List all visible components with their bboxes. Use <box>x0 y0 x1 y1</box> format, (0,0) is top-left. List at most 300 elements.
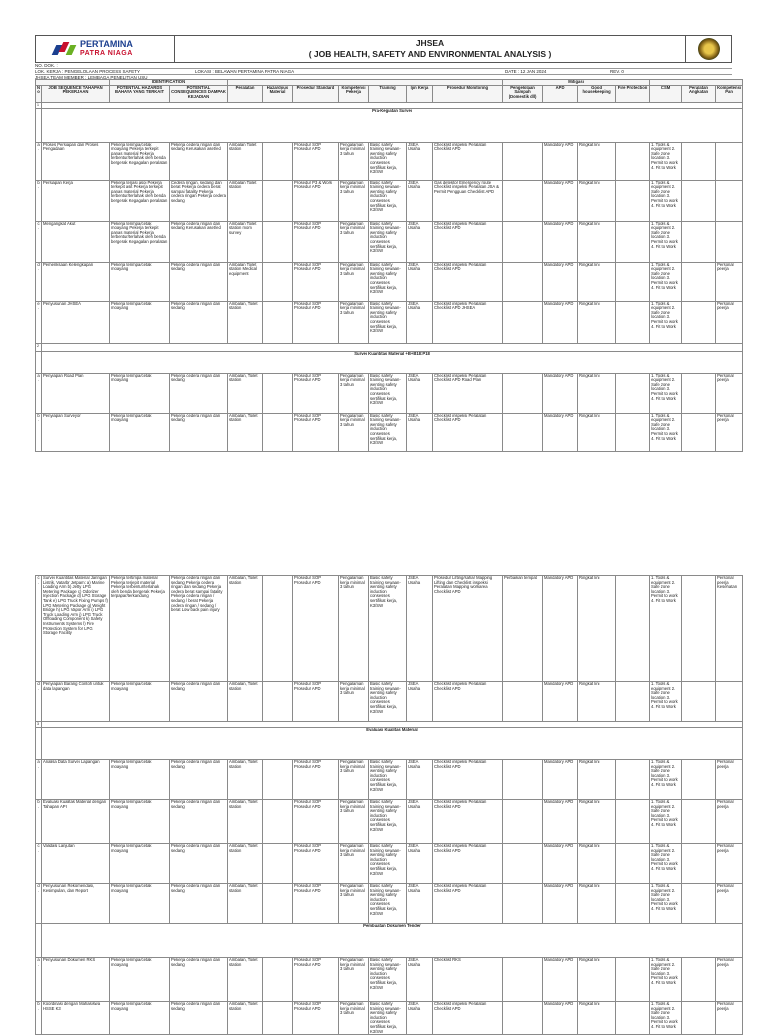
cell-hazard: Pekerja terimpa/cetak moayang <box>110 844 170 884</box>
cell-csm: 1. Tools & equipment 2. Safe zone location 3. Permit to work 4. Fit to Work <box>650 262 682 301</box>
cell-cons: Pekerja cedera ringan dan sedang Pekerja cedera ringan dan sedang Pekerja cedera berat sampai fatality Pekerja cedera ringan / sedang / berat Pekerja cedera ringan / sedang / berat Low back pain injury <box>170 576 228 682</box>
cell-train: Basic safety training sewaan-wenting safety induction consesses sertifikat kerja, K3/SW <box>369 760 407 800</box>
table-row <box>36 142 743 180</box>
cell-haz-mat <box>263 1002 293 1035</box>
cell-csm: 1. Tools & equipment 2. Safe zone location 3. Permit to work 4. Fit to Work <box>650 413 682 451</box>
cell-hazard: Pekerja terimpa/cetak moayang <box>110 682 170 722</box>
cell-job: Penyusunan Rekomendasi, Kesimpulan, dan Report <box>42 884 110 924</box>
cell-csm: 1. Tools & equipment 2. Safe zone location 3. Permit to work 4. Fit to Work <box>650 373 682 413</box>
section-row <box>36 728 743 760</box>
cell-apd: Mandatory APD <box>543 180 578 221</box>
cell-ijin: JSEA Usaha <box>407 262 433 301</box>
cell-apd: Mandatory APD <box>543 262 578 301</box>
cell-monitor: Checklist inspeksi Peralatan Checklist APD Road Plan <box>433 373 503 413</box>
cell-train: Basic safety training sewaan-wenting safety induction consesses sertifikat kerja, K3/SW <box>369 142 407 180</box>
cell-job: Validasi Lanjutan <box>42 844 110 884</box>
table-row <box>36 760 743 800</box>
cell-monitor: Checklist inspeksi Peralatan Checklist APD <box>433 221 503 262</box>
cell-cons: Pekerja cedera ringan dan sedang Kerusakan aset/ed <box>170 221 228 262</box>
cell-monitor: Checklist inspeksi Peralatan Checklist APD <box>433 142 503 180</box>
cell-cons: Pekerja cedera ringan dan sedang <box>170 262 228 301</box>
cell-ijin: JSEA Usaha <box>407 413 433 451</box>
cell-apd: Mandatory APD <box>543 576 578 682</box>
team-member: JHSEA TEAM MEMBER : LEMBAGA PENELITIAN USU <box>35 75 148 80</box>
cell-komp: Pengalaman kerja minimal 3 tahun <box>339 180 369 221</box>
cell-ijin: JSEA Usaha <box>407 800 433 844</box>
cell-no: d. <box>36 682 42 722</box>
cell-std: Prosedur SOP Prosedur APD <box>293 1002 339 1035</box>
cell-haz-mat <box>263 884 293 924</box>
blank-row <box>36 343 743 351</box>
section-title: Pra-Kegiatan Survei <box>42 108 743 142</box>
col-eq: Peralatan <box>228 85 263 102</box>
cell-pan: Personal peerja <box>716 958 743 1002</box>
cell-job: Penyiapan Barang Contoh untuk data lapangan <box>42 682 110 722</box>
cell-apd: Mandatory APD <box>543 1002 578 1035</box>
cell-house: Ringkat lini <box>578 1002 616 1035</box>
cell-hazard: Pekerja terimpa/cetak moayang Pekerja terkepit panas material Pekerja terbentur/terlahak oleh benda bergerak Kegagalan peralatan <box>110 142 170 180</box>
cell-apd: Mandatory APD <box>543 301 578 343</box>
seal-icon <box>698 38 720 60</box>
cell-cons: Pekerja cedera ringan dan sedang <box>170 413 228 451</box>
work-location: LOK. KERJA : PENGELOLAAN PROCESS SAFETY <box>35 69 141 74</box>
cell-apd: Mandatory APD <box>543 682 578 722</box>
cell-peral <box>682 884 716 924</box>
doc-date: DATE : 12 JAN 2024 <box>505 69 547 74</box>
cell-eq: Ambalan, Toilet station <box>228 576 263 682</box>
cell-job: Survei Kuantitas Material Jaringan Listrik, Vatarbr Jetpam: a) Marine Loading Arm b) Jetty LPG Metering Package c) Odorizer Injection Package d) LPG Storage Tank e) LPG Truck Fixing Pumps f) LPG Metering Package g) Weight Bridge h) LPG Vapor Arm i) LPG Truck Loading Arm j) LPG Truck Offloading Component k) Safety Instruments Systems l) Fire Protection System for LPG Storage Facility <box>42 576 110 682</box>
cell-apd: Mandatory APD <box>543 760 578 800</box>
cell-ijin: JSEA Usaha <box>407 221 433 262</box>
cell-cons: Pekerja cedera ringan dan sedang <box>170 844 228 884</box>
cell-no: b. <box>36 413 42 451</box>
cell-train: Basic safety training sewaan-wenting safety induction consesses sertifikat kerja, K3/SW <box>369 682 407 722</box>
table-row <box>36 413 743 451</box>
cell-cons: Pekerja cedera ringan dan sedang <box>170 682 228 722</box>
cell-peral <box>682 682 716 722</box>
cell-train: Basic safety training sewaan-wenting safety induction consesses sertifikat kerja, K3/SW <box>369 262 407 301</box>
cell-hazard: Pekerja terjasi asoi Pekerja terkepit asit Pekerja terkepit panas material Pekerja terbentur/terlahak oleh benda bergerak Kegagalan peralatan <box>110 180 170 221</box>
cell-apd: Mandatory APD <box>543 958 578 1002</box>
cell-house: Ringkat lini <box>578 884 616 924</box>
cell-pan <box>716 682 743 722</box>
cell-komp: Pengalaman kerja minimal 3 tahun <box>339 884 369 924</box>
cell-fire <box>616 800 650 844</box>
logo-main-text: PERTAMINA <box>80 39 133 49</box>
cell-hazard: Pekerja terimpa/cetak moayang <box>110 800 170 844</box>
cell-csm: 1. Tools & equipment 2. Safe zone location 3. Permit to work 4. Fit to Work <box>650 1002 682 1035</box>
cell-haz-mat <box>263 413 293 451</box>
cell-peral <box>682 221 716 262</box>
cell-haz-mat <box>263 844 293 884</box>
cell-csm: 1. Tools & equipment 2. Safe zone location 3. Permit to work 4. Fit to Work <box>650 576 682 682</box>
cell-hazard: Pekerja terimpa/cetak moayang <box>110 958 170 1002</box>
cell-csm: 1. Tools & equipment 2. Safe zone location 3. Permit to work 4. Fit to Work <box>650 958 682 1002</box>
cell-ijin: JSEA Usaha <box>407 958 433 1002</box>
row-index: 1 <box>36 102 42 108</box>
cell-job: Proses Persiapan dan Proses Pengadaan <box>42 142 110 180</box>
cell-std: Prosedur SOP Prosedur APD <box>293 884 339 924</box>
cell-monitor: Checklist RKS <box>433 958 503 1002</box>
cell-eq: Ambalan, Toilet station <box>228 800 263 844</box>
cell-apd: Mandatory APD <box>543 221 578 262</box>
cell-ijin: JSEA Usaha <box>407 142 433 180</box>
row-index: 3 <box>36 722 42 728</box>
cell-train: Basic safety training sewaan-wenting safety induction consesses sertifikat kerja, K3/SW <box>369 180 407 221</box>
cell-no: b. <box>36 180 42 221</box>
col-no: No <box>36 85 42 102</box>
table-row <box>36 884 743 924</box>
cell-eq: Ambalan, Toilet station <box>228 373 263 413</box>
cell-std: Prosedur SOP Prosedur APD <box>293 760 339 800</box>
cell-csm: 1. Tools & equipment 2. Safe zone location 3. Permit to work 4. Fit to Work <box>650 844 682 884</box>
cell-train: Basic safety training sewaan-wenting safety induction consesses sertifikat kerja, K3/SW <box>369 373 407 413</box>
cell-fire <box>616 142 650 180</box>
cell-monitor: Checklist inspeksi Peralatan Checklist APD <box>433 800 503 844</box>
cell-komp: Pengalaman kerja minimal 3 tahun <box>339 844 369 884</box>
cell-train: Basic safety training sewaan-wenting safety induction consesses sertifikat kerja, K3/SW <box>369 413 407 451</box>
cell-std: Prosedur SOP Prosedur APD <box>293 958 339 1002</box>
cell-house: Ringkat lini <box>578 180 616 221</box>
table-row <box>36 844 743 884</box>
col-monitor: Prosedur Monitoring <box>433 85 503 102</box>
mitigation-group-header: Mitigasi <box>503 80 650 86</box>
pertamina-logo-icon <box>54 42 76 56</box>
col-job: JOB SEQUENCE TAHAPAN PEKERJAAN <box>42 85 110 102</box>
cell-komp: Pengalaman kerja minimal 3 tahun <box>339 1002 369 1035</box>
cell-no: b. <box>36 800 42 844</box>
cell-komp: Pengalaman kerja minimal 3 tahun <box>339 301 369 343</box>
cell-fire <box>616 180 650 221</box>
cell-haz-mat <box>263 373 293 413</box>
cell-eq: Ambalan Toilet station mom survey <box>228 221 263 262</box>
cell-peral <box>682 413 716 451</box>
col-apd: APD <box>543 85 578 102</box>
cell-hazard: Pekerja terimpa/cetak moayang <box>110 301 170 343</box>
cell-cons: Pekerja cedera ringan dan sedang <box>170 958 228 1002</box>
cell-pan: Personal peerja <box>716 844 743 884</box>
cell-std: Prosedur SOP Prosedur APD <box>293 301 339 343</box>
cell-waste <box>503 760 543 800</box>
section-row <box>36 924 743 958</box>
cell-monitor: Checklist inspeksi Peralatan Checklist APD <box>433 413 503 451</box>
cell-no: c. <box>36 844 42 884</box>
doc-number: NO. DOK. : <box>35 63 58 68</box>
section-row <box>36 351 743 373</box>
cell-job: Penyiapan Road Plan <box>42 373 110 413</box>
cell-pan <box>716 221 743 262</box>
col-ijin: Ijin Kerja <box>407 85 433 102</box>
cell-fire <box>616 373 650 413</box>
cell-waste <box>503 682 543 722</box>
cell-house: Ringkat lini <box>578 800 616 844</box>
cell-no: a. <box>36 958 42 1002</box>
cell-apd: Mandatory APD <box>543 373 578 413</box>
cell-ijin: JSEA Usaha <box>407 576 433 682</box>
cell-haz-mat <box>263 576 293 682</box>
cell-hazard: Pekerja terimpa/cetak moayang <box>110 760 170 800</box>
cell-job: Penyusunan JHSEA <box>42 301 110 343</box>
cell-std: Prosedur SOP Prosedur APD <box>293 413 339 451</box>
jhsea-table-2 <box>35 575 743 1035</box>
cell-job: Evaluasi Kualitas Material dengan Tahapan API <box>42 800 110 844</box>
cell-peral <box>682 262 716 301</box>
cell-pan: Personal peerja <box>716 413 743 451</box>
cell-pan: Personal peerja <box>716 373 743 413</box>
cell-house: Ringkat lini <box>578 576 616 682</box>
cell-fire <box>616 760 650 800</box>
cell-no: c. <box>36 576 42 682</box>
col-csm: CSM <box>650 85 682 102</box>
cell-csm: 1. Tools & equipment 2. Safe zone location 3. Permit to work 4. Fit to Work <box>650 301 682 343</box>
cell-eq: Ambalan, Toilet station <box>228 682 263 722</box>
logo-sub-text: PATRA NIAGA <box>80 50 133 57</box>
university-seal <box>685 36 731 62</box>
cell-eq: Ambalan Toilet station <box>228 180 263 221</box>
table-row <box>36 180 743 221</box>
table-row <box>36 262 743 301</box>
cell-haz-mat <box>263 142 293 180</box>
cell-fire <box>616 884 650 924</box>
cell-monitor: Checklist inspeksi Peralatan Checklist APD <box>433 682 503 722</box>
col-hazard: POTENTIAL HAZARDS BAHAYA YANG TERKAIT <box>110 85 170 102</box>
table-row <box>36 576 743 682</box>
cell-waste: Perbaikan tempat <box>503 576 543 682</box>
section-title: Evaluasi Kualitas Material <box>42 728 743 760</box>
col-kompetensi: Kompetensi Pan <box>716 85 743 102</box>
cell-csm: 1. Tools & equipment 2. Safe zone location 3. Permit to work 4. Fit to Work <box>650 800 682 844</box>
cell-apd: Mandatory APD <box>543 884 578 924</box>
cell-ijin: JSEA Usaha <box>407 884 433 924</box>
cell-csm: 1. Tools & equipment 2. Safe zone location 3. Permit to work 4. Fit to Work <box>650 180 682 221</box>
cell-eq: Ambalan Toilet station <box>228 142 263 180</box>
doc-revision: REV. 0 <box>610 69 624 74</box>
cell-waste <box>503 142 543 180</box>
cell-house: Ringkat lini <box>578 760 616 800</box>
section-row <box>36 108 743 142</box>
cell-apd: Mandatory APD <box>543 142 578 180</box>
cell-peral <box>682 142 716 180</box>
cell-eq: Ambalan Toilet station Medical equipment <box>228 262 263 301</box>
cell-monitor: Checklist inspeksi Peralatan Checklist APD <box>433 884 503 924</box>
cell-monitor: Checklist inspeksi Peralatan Checklist APD <box>433 760 503 800</box>
cell-haz-mat <box>263 800 293 844</box>
cell-komp: Pengalaman kerja minimal 3 tahun <box>339 221 369 262</box>
cell-waste <box>503 413 543 451</box>
cell-eq: Ambalan, Toilet station <box>228 760 263 800</box>
cell-house: Ringkat lini <box>578 262 616 301</box>
cell-waste <box>503 221 543 262</box>
cell-train: Basic safety training sewaan-wenting safety induction consesses sertifikat kerja, K3/SW <box>369 301 407 343</box>
col-hazmat: Hazardous Material <box>263 85 293 102</box>
cell-fire <box>616 413 650 451</box>
cell-eq: Ambalan, Toilet station <box>228 1002 263 1035</box>
cell-ijin: JSEA Usaha <box>407 844 433 884</box>
cell-hazard: Pekerja terimpa/cetak moayang <box>110 262 170 301</box>
cell-fire <box>616 221 650 262</box>
cell-house: Ringkat lini <box>578 958 616 1002</box>
cell-monitor: Checklist inspeksi Peralatan Checklist APD <box>433 262 503 301</box>
table-row <box>36 800 743 844</box>
cell-csm: 1. Tools & equipment 2. Safe zone location 3. Permit to work 4. Fit to Work <box>650 221 682 262</box>
cell-fire <box>616 682 650 722</box>
cell-pan: Personal peerja Kesehatan <box>716 576 743 682</box>
cell-csm: 1. Tools & equipment 2. Safe zone location 3. Permit to work 4. Fit to Work <box>650 682 682 722</box>
cell-pan <box>716 180 743 221</box>
section-title: Survei Kuantitas Material +B+B18:P18 <box>42 351 743 373</box>
cell-pan: Personal peerja <box>716 262 743 301</box>
cell-hazard: Pekerja tertimpa material Pekerja terjepit material Pekerja terbentur/terlahak oleh benda bergerak Pekerja terpapar/terkandung <box>110 576 170 682</box>
cell-pan: Personal peerja <box>716 301 743 343</box>
jhsea-table-1 <box>35 79 743 452</box>
cell-std: Prosedur SOP Prosedur APD <box>293 221 339 262</box>
col-fire: Fire Protection <box>616 85 650 102</box>
company-logo <box>36 36 175 62</box>
cell-haz-mat <box>263 221 293 262</box>
cell-apd: Mandatory APD <box>543 844 578 884</box>
cell-komp: Pengalaman kerja minimal 3 tahun <box>339 576 369 682</box>
cell-cons: Pekerja cedera ringan dan sedang <box>170 301 228 343</box>
document-subtitle: ( JOB HEALTH, SAFETY AND ENVIRONMENTAL ANALYSIS ) <box>308 49 552 59</box>
cell-train: Basic safety training sewaan-wenting safety induction consesses sertifikat kerja, K3/SW <box>369 958 407 1002</box>
cell-cons: Pekerja cedera ringan dan sedang Kerusakan aset/ed <box>170 142 228 180</box>
col-house: Good housekeeping <box>578 85 616 102</box>
cell-std: Prosedur SOP Prosedur APD <box>293 262 339 301</box>
col-peralatan: Peralatan Angkatan <box>682 85 716 102</box>
cell-apd: Mandatory APD <box>543 800 578 844</box>
cell-pan <box>716 142 743 180</box>
ident-group-header: IDENTIFICATION <box>110 80 228 86</box>
cell-komp: Pengalaman kerja minimal 3 tahun <box>339 413 369 451</box>
cell-job: Koordinasi dengan Mahasiswa HSSE K3 <box>42 1002 110 1035</box>
cell-train: Basic safety training sewaan-wenting safety induction consesses sertifikat kerja, K3/SW <box>369 800 407 844</box>
cell-eq: Ambalan, Toilet station <box>228 413 263 451</box>
cell-std: Prosedur SOP Prosedur APD <box>293 373 339 413</box>
cell-std: Prosedur SOP Prosedur APD <box>293 800 339 844</box>
cell-house: Ringkat lini <box>578 221 616 262</box>
cell-eq: Ambalan, Toilet station <box>228 884 263 924</box>
cell-ijin: JSEA Usaha <box>407 301 433 343</box>
cell-haz-mat <box>263 760 293 800</box>
cell-fire <box>616 1002 650 1035</box>
cell-komp: Pengalaman kerja minimal 3 tahun <box>339 142 369 180</box>
cell-monitor: Checklist inspeksi Peralatan Checklist APD JHSEA <box>433 301 503 343</box>
cell-csm: 1. Tools & equipment 2. Safe zone location 3. Permit to work 4. Fit to Work <box>650 142 682 180</box>
cell-house: Ringkat lini <box>578 142 616 180</box>
cell-house: Ringkat lini <box>578 682 616 722</box>
cell-waste <box>503 1002 543 1035</box>
cell-haz-mat <box>263 301 293 343</box>
cell-house: Ringkat lini <box>578 413 616 451</box>
cell-ijin: JSEA Usaha <box>407 180 433 221</box>
cell-no: d. <box>36 884 42 924</box>
cell-pan: Personal peerja <box>716 884 743 924</box>
cell-pan: Personal peerja <box>716 800 743 844</box>
cell-csm: 1. Tools & equipment 2. Safe zone location 3. Permit to work 4. Fit to Work <box>650 884 682 924</box>
col-komp: Kompetensi Pekerja <box>339 85 369 102</box>
cell-eq: Ambalan, Toilet station <box>228 958 263 1002</box>
cell-peral <box>682 1002 716 1035</box>
document-header <box>35 35 732 63</box>
blank-cell <box>42 343 743 351</box>
cell-hazard: Pekerja terimpa/cetak moayang <box>110 413 170 451</box>
cell-train: Basic safety training sewaan-wenting safety induction consesses sertifikat kerja, K3/SW <box>369 844 407 884</box>
cell-job: Persiapan Kerja <box>42 180 110 221</box>
col-waste: Pengelolaan Sampah (Domestik dll) <box>503 85 543 102</box>
cell-peral <box>682 373 716 413</box>
cell-job: Penyusunan Dokumen RKS <box>42 958 110 1002</box>
cell-fire <box>616 576 650 682</box>
cell-std: Prosedur SOP Prosedur APD <box>293 142 339 180</box>
cell-ijin: JSEA Usaha <box>407 373 433 413</box>
cell-eq: Ambalan, Toilet station <box>228 844 263 884</box>
table-row <box>36 373 743 413</box>
cell-std: Prosedur SOP Prosedur APD <box>293 682 339 722</box>
cell-cons: Pekerja cedera ringan dan sedang <box>170 760 228 800</box>
cell-waste <box>503 180 543 221</box>
table-row <box>36 301 743 343</box>
cell-waste <box>503 844 543 884</box>
cell-komp: Pengalaman kerja minimal 3 tahun <box>339 373 369 413</box>
cell-no: e. <box>36 301 42 343</box>
cell-haz-mat <box>263 262 293 301</box>
cell-train: Basic safety training sewaan-wenting safety induction consesses sertifikat kerja, K3/SW <box>369 884 407 924</box>
cell-komp: Pengalaman kerja minimal 3 tahun <box>339 760 369 800</box>
cell-no: a. <box>36 373 42 413</box>
cell-peral <box>682 576 716 682</box>
col-std: Prosedur Standard <box>293 85 339 102</box>
cell-fire <box>616 958 650 1002</box>
cell-train: Basic safety training sewaan-wenting safety induction consesses sertifikat kerja, K3/SW <box>369 1002 407 1035</box>
cell-monitor: Prosedur Lifting/sahar Mapping Lifting dan Checklist inspeksi Peralatan Mapping workarea Checklist APD <box>433 576 503 682</box>
cell-haz-mat <box>263 180 293 221</box>
cell-hazard: Pekerja terimpa/cetak moayang Pekerja terkepit panas material Pekerja terbentur/terlahak oleh benda bergerak Kegagalan peralatan <box>110 221 170 262</box>
cell-peral <box>682 958 716 1002</box>
cell-monitor: Gas detektor Emergency route Checklist inspeksi Peralatan JSA & Permit Pengguan Checklist APD <box>433 180 503 221</box>
cell-job: Pemeriksaan Kelengkapan <box>42 262 110 301</box>
cell-train: Basic safety training sewaan-wenting safety induction consesses sertifikat kerja, K3/SW <box>369 576 407 682</box>
row-index: 2 <box>36 343 42 351</box>
cell-cons: Pekerja cedera ringan dan sedang <box>170 373 228 413</box>
cell-house: Ringkat lini <box>578 844 616 884</box>
cell-std: Prosedur SOP Prosedur APD <box>293 844 339 884</box>
cell-komp: Pengalaman kerja minimal 3 tahun <box>339 958 369 1002</box>
cell-eq: Ambalan, Toilet station <box>228 301 263 343</box>
cell-job: Mengangkat Akut <box>42 221 110 262</box>
cell-apd: Mandatory APD <box>543 413 578 451</box>
cell-pan: Personal peerja <box>716 760 743 800</box>
cell-ijin: JSEA Usaha <box>407 682 433 722</box>
cell-peral <box>682 800 716 844</box>
cell-waste <box>503 262 543 301</box>
cell-haz-mat <box>263 958 293 1002</box>
cell-waste <box>503 301 543 343</box>
cell-no: a. <box>36 142 42 180</box>
cell-fire <box>616 262 650 301</box>
cell-std: Prosedur P3 & Work Prosedur APD <box>293 180 339 221</box>
cell-peral <box>682 180 716 221</box>
cell-no: c. <box>36 221 42 262</box>
cell-monitor: Checklist inspeksi Peralatan Checklist APD <box>433 1002 503 1035</box>
col-cons: POTENTIAL CONSEQUENCES DAMPAK KEJADIAN <box>170 85 228 102</box>
table-row <box>36 1002 743 1035</box>
col-train: Training <box>369 85 407 102</box>
cell-waste <box>503 958 543 1002</box>
cell-peral <box>682 301 716 343</box>
cell-std: Prosedur SOP Prosedur APD <box>293 576 339 682</box>
cell-peral <box>682 844 716 884</box>
cell-pan: Personal peerja <box>716 1002 743 1035</box>
